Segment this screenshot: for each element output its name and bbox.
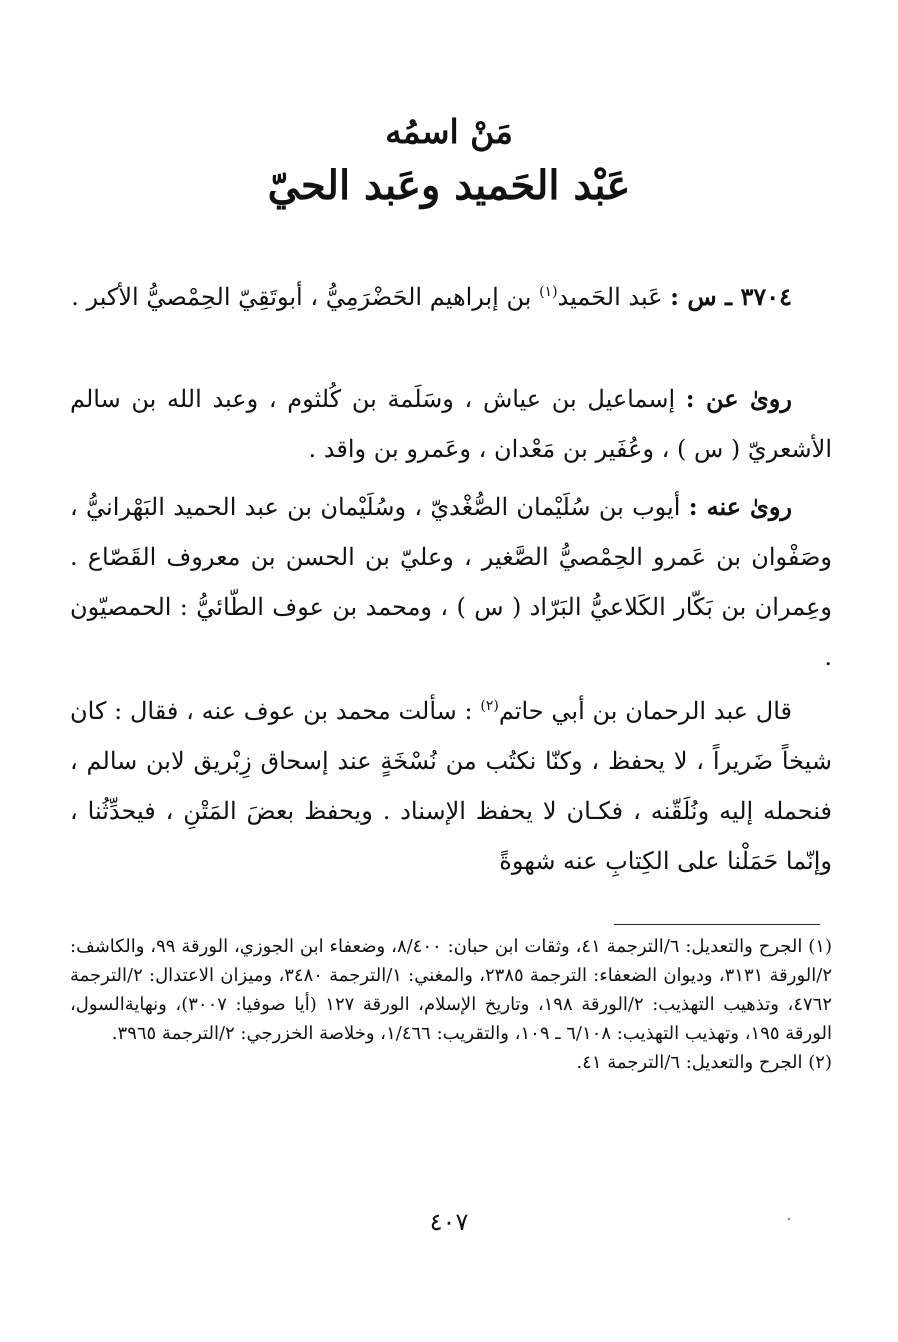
quote-paragraph [70,686,832,886]
entry-name: عَبد الحَميد [557,283,663,311]
section-heading: مَنْ اسمُه [385,112,513,151]
scan-speck [788,1218,790,1220]
narrated-by-paragraph [70,482,832,682]
footnote-separator [614,924,820,925]
entry-number: ٣٧٠٤ ـ س : [670,282,792,311]
quote-text: : سألت محمد بن عوف عنه ، فقال : كان شيخاً ضَريراً ، لا يحفظ ، وكنّا نكتُب من نُسْخَةٍ عند إسحاق زِبْريق لابن سالم ، فنحمله إليه ونُلَقّنه ، فكـان لا يحفظ الإسناد . ويحفظ بعضَ المَتْنِ ، فيحدِّثُنا ، وإنّما حَمَلْنا على الكِتابِ عنه شهوةً [70,697,832,875]
entry-name-rest: بن إبراهيم الحَضْرَمِيُّ ، أبوتَقِيّ الحِمْصيُّ الأكبر . [71,283,532,311]
footnote-2: (٢) الجرح والتعديل: ٦/الترجمة ٤١. [576,1052,832,1073]
footnote-1: (١) الجرح والتعديل: ٦/الترجمة ٤١، وثقات ابن حبان: ٨/٤٠٠، وضعفاء ابن الجوزي، الورقة ٩٩، والكاشف: ٢/الورقة ٣١٣١، وديوان الضعفاء: الترجمة ٢٣٨٥، والمغني: ١/الترجمة ٣٤٨٠، وميزان الاعتدال: ٢/الترجمة ٤٧٦٢، وتذهيب التهذيب: ٢/الورقة ١٩٨، وتاريخ الإسلام، الورقة ١٢٧ (أيا صوفيا: ٣٠٠٧)، ونهايةالسول، الورقة ١٩٥، وتهذيب التهذيب: ٦/١٠٨ ـ ١٠٩، والتقريب: ١/٤٦٦، وخلاصة الخزرجي: ٢/الترجمة ٣٩٦٥. [70,936,832,1044]
footnotes [70,932,832,1077]
page-number: ٤٠٧ [429,1208,469,1236]
footnote-ref-2[interactable]: (٢) [480,698,499,714]
narrated-by-text: أيوب بن سُلَيْمان الصُّغْديّ ، وسُلَيْمان بن عبد الحميد البَهْرانيُّ ، وصَفْوان بن عَمرو الحِمْصيُّ الصَّغير ، وعليّ بن الحسن بن معروف القَصّاع . وعِمران بن بَكّار الكَلاعيُّ البَرّاد ( س ) ، ومحمد بن عوف الطّائيُّ : الحمصيّون . [70,493,832,671]
narrated-by-label: روىٰ عنه : [688,492,793,521]
quote-intro: قال عبد الرحمان بن أبي حاتم [498,697,792,725]
section-subheading: عَبْد الحَميد وعَبد الحيّ [267,162,631,209]
narrated-from-text: إسماعيل بن عياش ، وسَلَمة بن كُلثوم ، وعبد الله بن سالم الأشعريّ ( س ) ، وعُفَير بن مَعْدان ، وعَمرو بن واقد . [70,385,832,463]
narrated-from-paragraph [70,374,832,474]
entry-paragraph [70,272,832,322]
footnote-ref-1[interactable]: (١) [539,284,558,300]
narrated-from-label: روىٰ عن : [685,384,792,413]
